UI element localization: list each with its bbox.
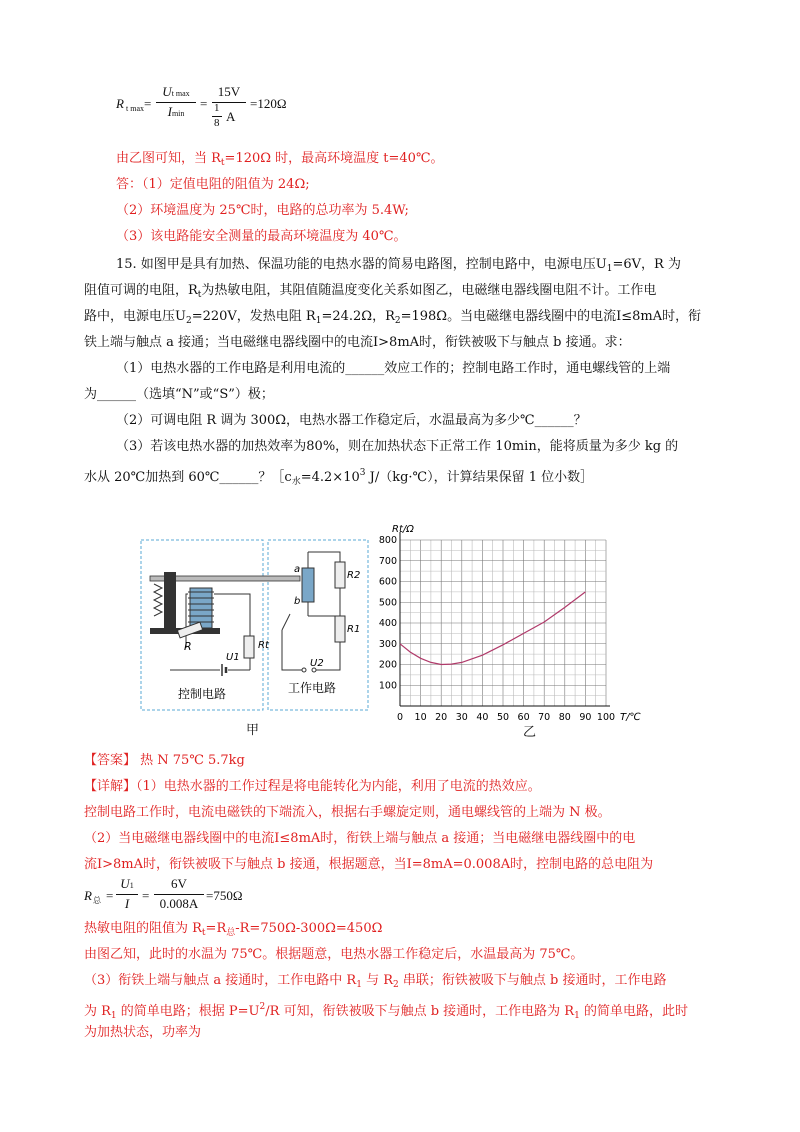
answer-line: 【答案】 热 N 75℃ 5.7kg — [84, 753, 245, 768]
label-r1: R1 — [347, 624, 361, 635]
x-tick-label: 100 — [596, 712, 616, 723]
q1b: =6V，R 为 — [612, 257, 681, 272]
formula2-frac-top — [116, 876, 138, 892]
control-label: 控制电路 — [178, 687, 227, 701]
detail-line-6: 热敏电阻的阻值为 $R_t=R_总-R=750\Omega-300\Omega=450\Omega$ — [84, 921, 383, 938]
formula-rtmax — [116, 80, 316, 140]
formula1-num2: 15V — [217, 84, 241, 99]
label-u2: U2 — [310, 658, 324, 669]
formula1-num-sub: t max — [171, 89, 190, 98]
formula-rtotal — [84, 876, 284, 920]
answer-line-2: （2）环境温度为 25℃时，电路的总功率为 5.4W; — [116, 203, 409, 218]
terminal-1 — [302, 668, 306, 672]
label-r: R — [184, 640, 192, 653]
formula1-den2-unit: A — [226, 109, 236, 124]
formula1-den2-bot: 8 — [214, 117, 220, 129]
detail-line-7: 由图乙知，此时的水温为 75℃。根据题意，电热水器工作稳定后，水温最高为 75℃。 — [84, 947, 584, 962]
x-tick-label: 60 — [517, 712, 530, 723]
x-tick-label: 40 — [476, 712, 489, 723]
d9: 为 R — [84, 1004, 111, 1019]
formula2-result: =750Ω — [206, 888, 243, 903]
label-a: a — [294, 564, 301, 575]
subquestion-3: （3）若该电热水器的加热效率为80%，则在加热状态下正常工作 10min，能将质量为多少 kg 的 — [116, 439, 679, 454]
eq-sign-3: = — [106, 888, 114, 903]
question-line-4: 铁上端与触点 a 接通；当电磁继电器线圈中的电流I>8mA时，衔铁被吸下与触点 b 接通。求： — [84, 335, 631, 350]
formula1-num: U — [162, 84, 172, 99]
q1: 15. 如图甲是具有加热、保温功能的电热水器的简易电路图，控制电路中，电源电压U — [116, 257, 607, 272]
d9d: 的简单电路，此时 — [579, 1004, 688, 1019]
answer-line-1: 答：（1）定值电阻的阻值为 24Ω; — [116, 177, 310, 192]
d8b: 与 R — [361, 973, 394, 988]
fraction-bar-5 — [154, 894, 204, 895]
formula1-lhs-sub: t max — [126, 104, 144, 113]
formula2-lhs-sub: 总 — [93, 896, 101, 905]
formula1-den2-top: 1 — [214, 102, 220, 114]
q3b: =220V，发热电阻 R — [191, 309, 316, 324]
chart-grid — [400, 532, 610, 706]
formula2-num-sub: 1 — [129, 881, 134, 890]
question-line-2: 阻值可调的电阻，$R_t$为热敏电阻，其阻值随温度变化关系如图乙，电磁继电器线圈电阻不计。工作电 — [84, 283, 657, 300]
x-tick-label: 30 — [455, 712, 468, 723]
fraction-bar-4 — [116, 894, 138, 895]
detail-line-9: 为 $R_1$ 的简单电路；根据 $P=U^2/R$ 可知，衔铁被吸下与触点 b 接通时，工作电路为 $R_1$ 的简单电路，此时 — [84, 1002, 688, 1021]
y-tick-label: 800 — [378, 535, 397, 546]
formula2-lhs: R — [84, 888, 92, 903]
d6d: -R=750Ω-300Ω=450Ω — [235, 921, 383, 936]
q3c: =24.2Ω，R — [321, 309, 395, 324]
detail-line-4: 流I>8mA时，衔铁被吸下与触点 b 接通，根据题意，当I=8mA=0.008A时，控制电路的总电阻为 — [84, 857, 654, 872]
detail-line-1: 【详解】（1）电热水器的工作过程是将电能转化为内能，利用了电流的热效应。 — [84, 779, 541, 794]
y-tick-label: 500 — [378, 597, 397, 609]
work-label: 工作电路 — [288, 681, 337, 695]
subquestion-1: （1）电热水器的工作电路是利用电流的______效应工作的；控制电路工作时，通电螺线管的上端 — [116, 361, 671, 376]
formula2-den2: 0.008A — [159, 896, 199, 911]
d9c: /R 可知，衔铁被吸下与触点 b 接通时，工作电路为 R — [265, 1004, 575, 1019]
l1b: =120Ω 时，最高环境温度 t=40℃。 — [224, 151, 444, 166]
formula1-result: =120Ω — [250, 96, 287, 111]
label-b: b — [294, 596, 301, 607]
d6c: 总 — [226, 928, 236, 938]
circuit-diagram — [140, 530, 370, 780]
d9b: 的简单电路；根据 P=U — [116, 1004, 260, 1019]
x-tick-label: 90 — [579, 712, 592, 723]
d8c: 串联；衔铁被吸下与触点 b 接通时，工作电路 — [398, 973, 667, 988]
switch — [282, 614, 290, 630]
formula1-frac-bottom — [156, 104, 196, 120]
answer-line-3: （3）该电路能安全测量的最高环境温度为 40℃。 — [116, 229, 407, 244]
fig-label-b: 乙 — [523, 725, 537, 740]
subquestion-3b — [84, 464, 593, 491]
eq-sign-4: = — [142, 888, 150, 903]
work-wire-top — [308, 552, 340, 562]
iron-frame — [164, 572, 176, 632]
question-line-3: 路中，电源电压$U_2=220V$，发热电阻 $R_1=24.2\Omega$，$R_2=198\Omega$。当电磁继电器线圈中的电流I≤8mA时，衔 — [84, 309, 702, 326]
formula1-den-sub: min — [171, 109, 185, 118]
x-tick-label: 70 — [538, 712, 551, 723]
subquestion-1b: 为______（选填“N”或“S”）极； — [84, 387, 274, 402]
thermistor-rt — [244, 636, 254, 658]
x-tick-label: 10 — [414, 712, 427, 723]
question-line-1: 15. 如图甲是具有加热、保温功能的电热水器的简易电路图，控制电路中，电源电压$U_1=6V$，R 为 — [116, 257, 681, 274]
text-line-l1: 由乙图可知，当 $R_t=120\Omega$ 时，最高环境温度 t=40℃。 — [116, 151, 444, 168]
chart-ticks — [379, 535, 615, 723]
label-r2: R2 — [347, 570, 361, 581]
formula1-lhs: R — [116, 96, 124, 111]
subquestion-2: （2）可调电阻 R 调为 300Ω，电热水器工作稳定后，水温最高为多少℃______？ — [116, 413, 587, 428]
detail-line-10: 为加热状态，功率为 — [84, 1025, 202, 1040]
fraction-bar — [156, 102, 196, 103]
formula1-frac-top — [156, 84, 196, 100]
detail-line-8: （3）衔铁上端与触点 a 接通时，工作电路中 $R_1$ 与 $R_2$ 串联；衔铁被吸下与触点 b 接通时，工作电路 — [84, 973, 667, 990]
formula2-den: I — [124, 896, 130, 911]
spring — [154, 584, 162, 616]
fig-label-a: 甲 — [246, 723, 260, 738]
detail-line-2: 控制电路工作时，电流电磁铁的下端流入，根据右手螺旋定则，通电螺线管的上端为 N 极。 — [84, 805, 611, 820]
label-u1: U1 — [226, 652, 240, 663]
y-tick-label: 600 — [378, 576, 397, 588]
s3f: J/（kg·℃），计算结果保留 1 位小数］ — [365, 470, 594, 485]
formula1-den: I — [167, 104, 172, 119]
q2b: 为热敏电阻，其阻值随温度变化关系如图乙，电磁继电器线圈电阻不计。工作电 — [201, 283, 657, 298]
q3d: =198Ω。当电磁继电器线圈中的电流I≤8mA时，衔 — [400, 309, 702, 324]
s3d: =4.2×10 — [300, 470, 360, 485]
detail-line-3: （2）当电磁继电器线圈中的电流I≤8mA时，衔铁上端与触点 a 接通；当电磁继电器线圈中的电 — [84, 831, 636, 846]
x-tick-label: 0 — [396, 712, 404, 723]
resistor-r1 — [335, 616, 345, 642]
q2: 阻值可调的电阻，R — [84, 283, 198, 298]
d8: （3）衔铁上端与触点 a 接通时，工作电路中 R — [84, 973, 357, 988]
chart-xlabel: T/℃ — [620, 712, 641, 723]
y-tick-label: 400 — [378, 618, 397, 629]
y-tick-label: 200 — [378, 659, 397, 671]
eq-sign: = — [144, 96, 152, 111]
work-wire-left — [282, 630, 302, 670]
x-tick-label: 20 — [435, 712, 448, 723]
rt-temperature-chart — [376, 510, 666, 740]
contact-block — [302, 568, 314, 602]
x-tick-label: 50 — [496, 712, 510, 723]
formula2-num2: 6V — [171, 876, 187, 891]
chart-ylabel: Rt/Ω — [392, 524, 414, 535]
formula2-num: U — [120, 876, 130, 891]
d6b: =R — [205, 921, 227, 936]
l1: 由乙图可知，当 R — [116, 151, 221, 166]
y-tick-label: 300 — [378, 638, 397, 650]
s3c: 水 — [291, 477, 301, 487]
x-tick-label: 80 — [558, 712, 571, 723]
y-tick-label: 100 — [378, 680, 397, 692]
eq-sign-2: = — [200, 96, 208, 111]
s3b: 水从 20℃加热到 60℃______？［c — [84, 470, 292, 485]
resistor-r2 — [335, 562, 345, 588]
s3e: 3 — [359, 468, 366, 478]
d6: 热敏电阻的阻值为 R — [84, 921, 202, 936]
y-tick-label: 700 — [378, 555, 397, 567]
label-rt: Rt — [258, 640, 269, 651]
q3: 路中，电源电压U — [84, 309, 186, 324]
